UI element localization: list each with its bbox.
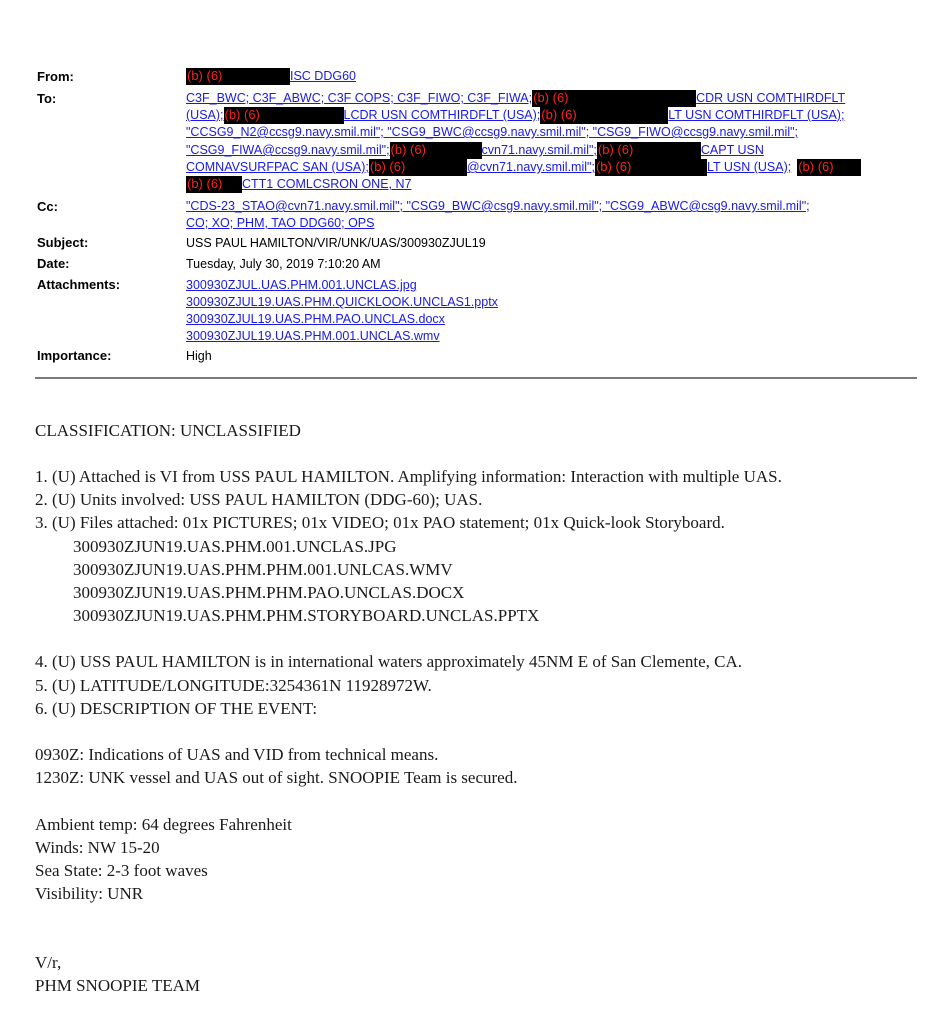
date-value: Tuesday, July 30, 2019 7:10:20 AM (186, 257, 381, 271)
attachment-link[interactable]: 300930ZJUL19.UAS.PHM.QUICKLOOK.UNCLAS1.pptx (186, 295, 498, 309)
importance-label: Importance: (37, 348, 112, 363)
redaction-box: (b) (6) (390, 142, 482, 159)
cc-recipients-link[interactable]: "CDS-23_STAO@cvn71.navy.smil.mil"; "CSG9_BWC@csg9.navy.smil.mil"; "CSG9_ABWC@csg9.navy.smil.mil"; (186, 199, 810, 213)
to-recipient-link[interactable]: (USA); (186, 108, 224, 122)
winds: Winds: NW 15-20 (35, 838, 160, 857)
attachment-link[interactable]: 300930ZJUL19.UAS.PHM.001.UNCLAS.wmv (186, 329, 440, 343)
header-divider (35, 377, 917, 379)
to-line-3 (186, 124, 798, 140)
subject-value: USS PAUL HAMILTON/VIR/UNK/UAS/300930ZJUL19 (186, 236, 486, 250)
redaction-box: (b) (6) (595, 159, 707, 176)
to-recipient-link[interactable]: LT USN COMTHIRDFLT (USA); (668, 108, 845, 122)
body-item-5: 5. (U) LATITUDE/LONGITUDE:3254361N 11928972W. (35, 676, 432, 695)
body-item-1: 1. (U) Attached is VI from USS PAUL HAMILTON. Amplifying information: Interaction with multiple UAS. (35, 467, 782, 486)
file-name: 300930ZJUN19.UAS.PHM.PHM.001.UNLCAS.WMV (73, 560, 453, 579)
subject-label: Subject: (37, 235, 89, 250)
to-recipients-link[interactable]: C3F_BWC; C3F_ABWC; C3F COPS; C3F_FIWO; C3F_FIWA; (186, 91, 533, 105)
event-entry: 1230Z: UNK vessel and UAS out of sight. SNOOPIE Team is secured. (35, 768, 518, 787)
from-link[interactable]: ISC DDG60 (290, 69, 356, 83)
to-recipient-link[interactable]: CTT1 COMLCSRON ONE, N7 (242, 177, 412, 191)
to-recipient-link[interactable]: CDR USN COMTHIRDFLT (696, 91, 846, 105)
to-line-4 (186, 142, 764, 159)
to-recipient-link[interactable]: "CSG9_FIWA@ccsg9.navy.smil.mil"; (186, 143, 390, 157)
to-recipient-link[interactable]: CAPT USN (700, 143, 764, 157)
date-label: Date: (37, 256, 70, 271)
to-line-5 (186, 159, 861, 176)
to-recipients-link[interactable]: "CCSG9_N2@ccsg9.navy.smil.mil"; "CSG9_BWC@ccsg9.navy.smil.mil"; "CSG9_FIWO@ccsg9.navy.smil.mil"; (186, 125, 799, 139)
attachment-link[interactable]: 300930ZJUL19.UAS.PHM.PAO.UNCLAS.docx (186, 312, 445, 326)
classification-line: CLASSIFICATION: UNCLASSIFIED (35, 421, 301, 440)
file-name: 300930ZJUN19.UAS.PHM.001.UNCLAS.JPG (73, 537, 397, 556)
cc-line-1 (186, 198, 810, 214)
redaction-box: (b) (6) (186, 176, 242, 193)
redaction-box: (b) (6) (186, 68, 290, 85)
cc-label: Cc: (37, 199, 58, 214)
body-item-6: 6. (U) DESCRIPTION OF THE EVENT: (35, 699, 318, 718)
attachment-link[interactable]: 300930ZJUL.UAS.PHM.001.UNCLAS.jpg (186, 278, 417, 292)
visibility: Visibility: UNR (35, 884, 144, 903)
to-recipient-link[interactable]: cvn71.navy.smil.mil"; (481, 143, 597, 157)
redaction-box: (b) (6) (532, 90, 696, 107)
attachments-label: Attachments: (37, 277, 121, 292)
to-label: To: (37, 91, 57, 106)
redaction-box: (b) (6) (597, 142, 701, 159)
redaction-box: (b) (6) (224, 107, 344, 124)
to-recipient-link[interactable]: @cvn71.navy.smil.mil"; (466, 160, 595, 174)
to-recipient-link[interactable]: LCDR USN COMTHIRDFLT (USA); (343, 108, 541, 122)
to-line-1 (186, 90, 845, 107)
to-line-2 (186, 107, 844, 124)
cc-recipients-link[interactable]: CO; XO; PHM, TAO DDG60; OPS (186, 216, 375, 230)
ambient-temp: Ambient temp: 64 degrees Fahrenheit (35, 815, 292, 834)
event-entry: 0930Z: Indications of UAS and VID from technical means. (35, 745, 439, 764)
importance-value: High (186, 349, 212, 363)
from-label: From: (37, 69, 74, 84)
from-value (186, 68, 356, 85)
signoff: V/r, (35, 953, 62, 972)
signature: PHM SNOOPIE TEAM (35, 976, 200, 995)
to-recipient-link[interactable]: COMNAVSURFPAC SAN (USA); (186, 160, 369, 174)
to-line-6 (186, 176, 411, 193)
file-name: 300930ZJUN19.UAS.PHM.PHM.PAO.UNCLAS.DOCX (73, 583, 465, 602)
file-name: 300930ZJUN19.UAS.PHM.PHM.STORYBOARD.UNCLAS.PPTX (73, 606, 540, 625)
to-recipient-link[interactable]: LT USN (USA); (706, 160, 792, 174)
body-item-3: 3. (U) Files attached: 01x PICTURES; 01x VIDEO; 01x PAO statement; 01x Quick-look Storyboard. (35, 513, 725, 532)
body-item-4: 4. (U) USS PAUL HAMILTON is in international waters approximately 45NM E of San Clemente, CA. (35, 652, 743, 671)
body-item-2: 2. (U) Units involved: USS PAUL HAMILTON (DDG-60); UAS. (35, 490, 483, 509)
redaction-box: (b) (6) (797, 159, 861, 176)
redaction-box: (b) (6) (369, 159, 467, 176)
redaction-box: (b) (6) (540, 107, 668, 124)
sea-state: Sea State: 2-3 foot waves (35, 861, 208, 880)
cc-line-2 (186, 215, 374, 231)
